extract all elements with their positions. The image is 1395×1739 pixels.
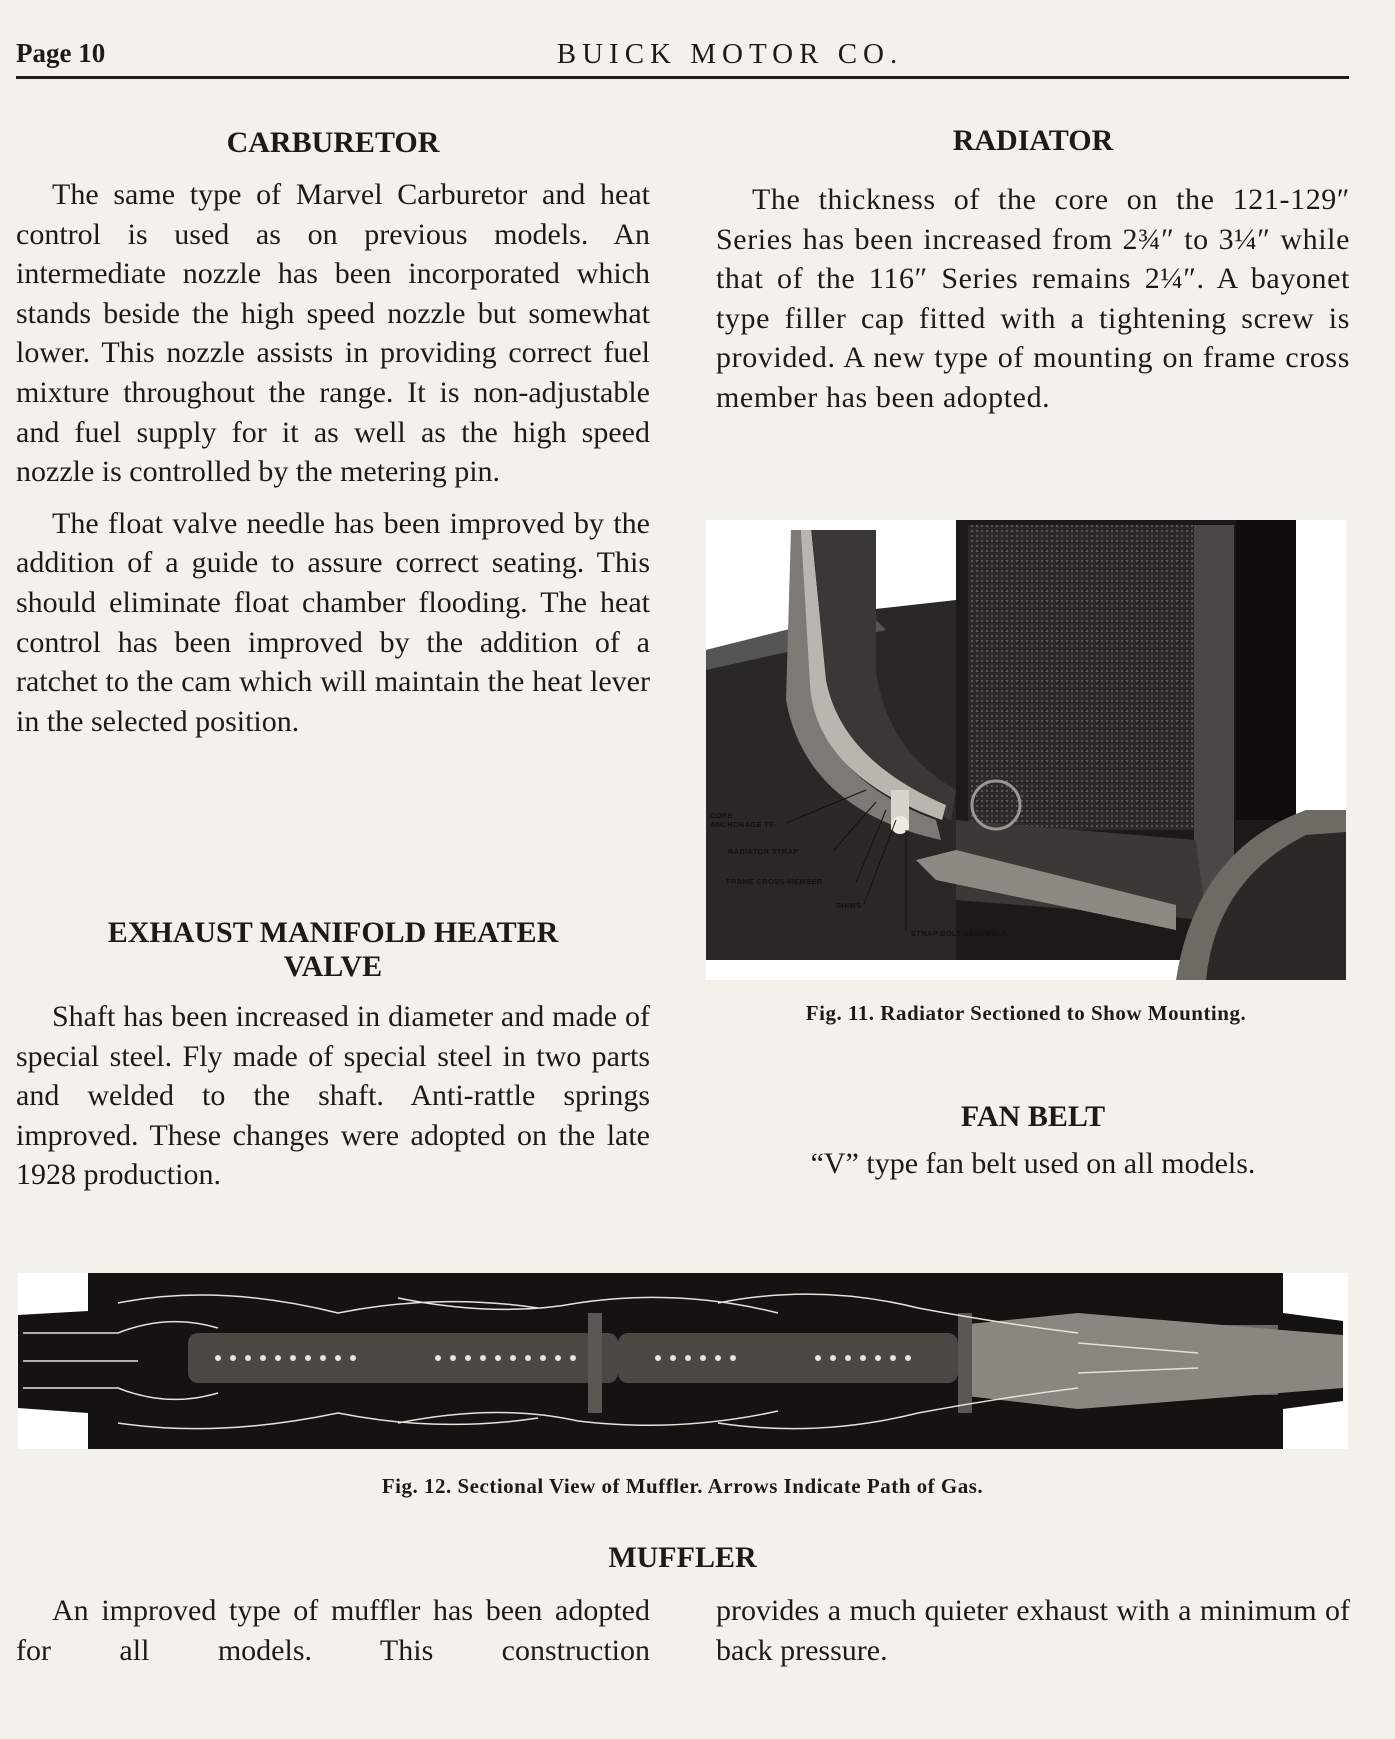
exhaust-heading-line-1: EXHAUST MANIFOLD HEATER (107, 916, 559, 949)
exhaust-heading-line-2: VALVE (283, 950, 383, 983)
label-radiator-strap: RADIATOR STRAP (728, 847, 799, 856)
label-core-1: CORE (710, 811, 733, 820)
carburetor-paragraph-2: The float valve needle has been improved by the addition of a guide to assure correct seating. This should eliminate float chamber flooding. The heat control has been improved by the addition of a ratchet to the cam which will maintain the heat lever in the selected position. (16, 506, 650, 738)
muffler-heading: MUFFLER (608, 1541, 757, 1574)
carburetor-section (16, 175, 650, 741)
fan-belt-heading: FAN BELT (960, 1100, 1106, 1133)
figure-11-caption: Fig. 11. Radiator Sectioned to Show Mounting. (805, 1001, 1247, 1025)
label-strap-bolt: STRAP BOLT ASSEMBLY (911, 929, 1007, 938)
muffler-section-right (716, 1591, 1350, 1670)
header-rule (16, 76, 1349, 79)
muffler-paragraph-left: An improved type of muffler has been adopted for all models. This construction (16, 1594, 650, 1667)
page-number: Page 10 (16, 38, 106, 68)
label-frame-cross-member: FRAME CROSS-MEMBER (726, 877, 823, 886)
carburetor-paragraph-1: The same type of Marvel Carburetor and heat control is used as on previous models. An intermediate nozzle has been incorporated which stands beside the high speed nozzle but somewhat lower. This nozzle assists in providing correct fuel mixture throughout the range. It is non-adjustable and fuel supply for it as well as the high speed nozzle is controlled by the metering pin. (16, 178, 650, 489)
carburetor-heading: CARBURETOR (226, 126, 440, 159)
radiator-paragraph: The thickness of the core on the 121-129″ Series has been increased from 2¾″ to 3¼″ while that of the 116″ Series remains 2¼″. A bayonet type filler cap fitted with a tightening screw is provided. A new type of mounting on frame cross member has been adopted. (716, 183, 1350, 414)
muffler-section-left (16, 1591, 650, 1670)
radiator-section (716, 180, 1350, 418)
running-title: BUICK MOTOR CO. (556, 38, 904, 70)
muffler-figure (18, 1273, 1348, 1449)
exhaust-heading (16, 916, 650, 984)
muffler-illustration (18, 1273, 1348, 1449)
fan-belt-paragraph: “V” type fan belt used on all models. (810, 1147, 1256, 1180)
radiator-illustration (706, 520, 1346, 980)
radiator-heading: RADIATOR (952, 124, 1114, 157)
exhaust-section (16, 997, 650, 1195)
label-shims: SHIMS (836, 901, 862, 910)
figure-12-caption: Fig. 12. Sectional View of Muffler. Arrows Indicate Path of Gas. (381, 1474, 984, 1498)
exhaust-paragraph: Shaft has been increased in diameter and made of special steel. Fly made of special steel in two parts and welded to the shaft. Anti-rattle springs improved. These changes were adopted on the late 1928 production. (16, 1000, 650, 1192)
label-core-2: ANCHORAGE TE- (710, 820, 778, 829)
radiator-figure (706, 520, 1346, 980)
muffler-paragraph-right: provides a much quieter exhaust with a minimum of back pressure. (716, 1594, 1350, 1667)
